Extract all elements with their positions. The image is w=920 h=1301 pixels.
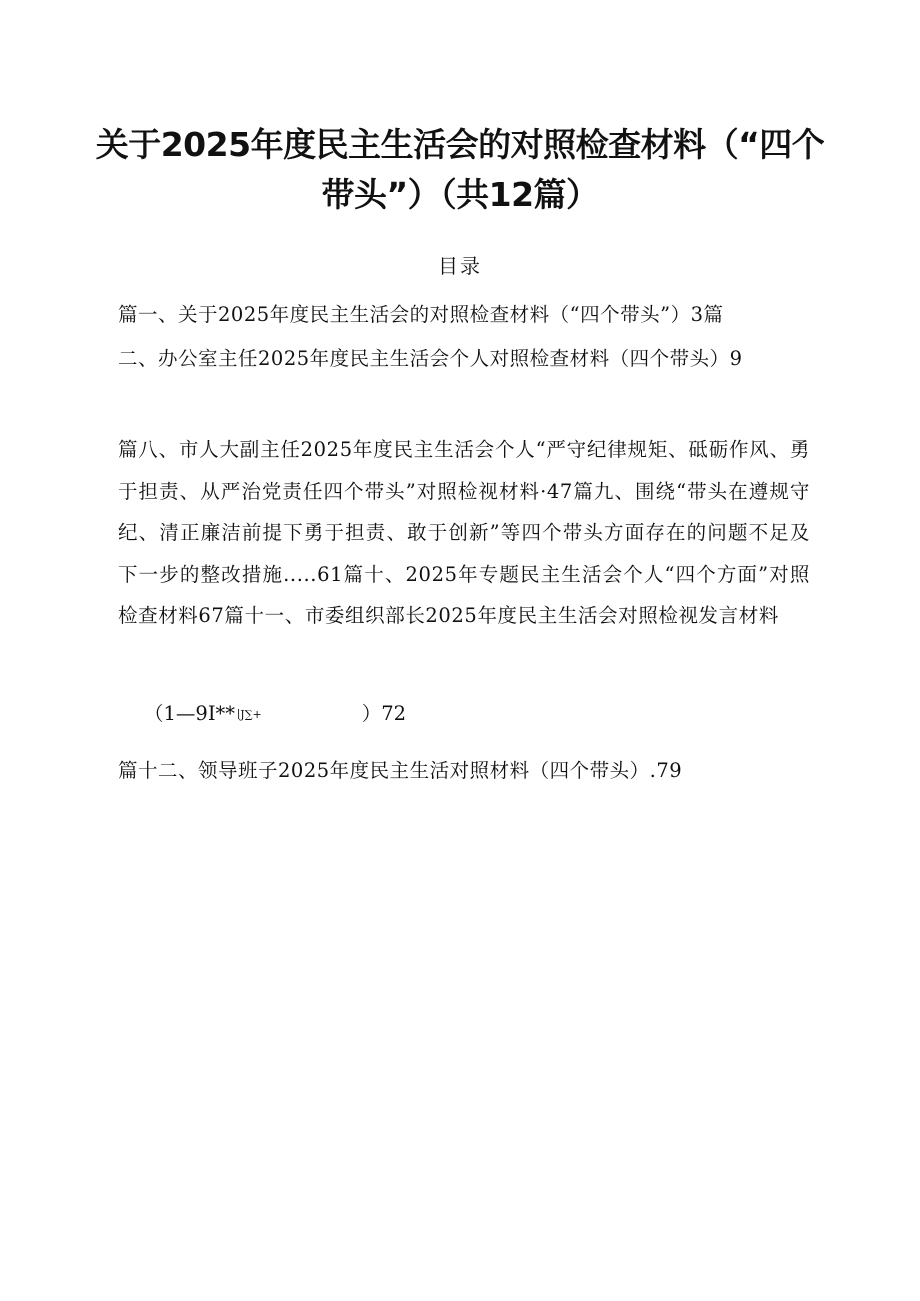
document-title: 关于2025年度民主生活会的对照检查材料（“四个带头”）（共12篇）: [95, 125, 825, 214]
garbled-noise: ∣J∑+: [237, 707, 262, 721]
toc-entry-1: 篇一、关于2025年度民主生活会的对照检查材料（“四个带头”）3篇: [118, 303, 724, 326]
garbled-prefix: （1—9I**: [144, 702, 236, 725]
toc-paragraph: 篇八、市人大副主任2025年度民主生活会个人“严守纪律规矩、砥砺作风、勇于担责、从严治党责任四个带头”对照检视材料·47篇九、围绕“带头在遵规守纪、清正廉洁前提下勇于担责、敢于创新”等四个带头方面存在的问题不足及下一步的整改措施.....61篇十、2025年专题民主生活会个人“四个方面”对照检查材料67篇十一、市委组织部长2025年度民主生活会对照检视发言材料: [118, 438, 810, 627]
toc-heading: 目录: [438, 254, 482, 278]
toc-entry-2: 二、办公室主任2025年度民主生活会个人对照检查材料（四个带头）9: [118, 347, 743, 370]
toc-garbled-line: [144, 699, 406, 730]
toc-entry-last: 篇十二、领导班子2025年度民主生活对照材料（四个带头）.79: [118, 759, 683, 782]
garbled-suffix: ）72: [361, 702, 407, 725]
